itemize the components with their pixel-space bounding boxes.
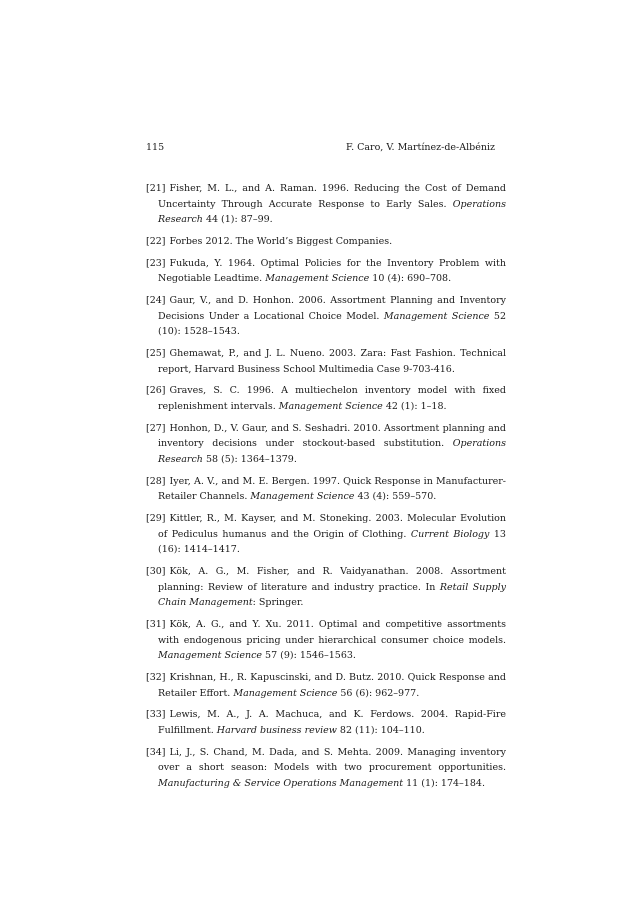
reference-details: 13 (16): 1414–1417. bbox=[158, 528, 506, 556]
reference-item bbox=[146, 421, 506, 468]
reference-item bbox=[146, 670, 506, 701]
reference-text: Kök, A. G., M. Fisher, and R. Vaidyanathan. 2008. Assortment planning: Review of literature and industry practice. In bbox=[158, 566, 506, 593]
reference-number: [21] bbox=[146, 183, 166, 194]
reference-details: 52 (10): 1528–1543. bbox=[158, 310, 506, 338]
reference-number: [25] bbox=[146, 348, 166, 360]
reference-details: 44 (1): 87–99. bbox=[205, 214, 273, 226]
reference-details: 11 (1): 174–184. bbox=[406, 778, 485, 790]
reference-number: [29] bbox=[146, 513, 166, 525]
reference-venue: Management Science bbox=[383, 310, 490, 322]
reference-text: Krishnan, H., R. Kapuscinski, and D. Butz. 2010. Quick Response and Retailer Effort. bbox=[158, 672, 506, 699]
reference-venue: Current Biology bbox=[410, 528, 490, 540]
reference-item bbox=[146, 617, 506, 664]
reference-item bbox=[146, 256, 506, 287]
reference-item bbox=[146, 346, 506, 377]
reference-text: Gaur, V., and D. Honhon. 2006. Assortment Planning and Inventory Decisions Under a Locational Choice Model. bbox=[158, 295, 506, 322]
reference-number: [33] bbox=[146, 709, 166, 721]
reference-text: Kök, A. G., and Y. Xu. 2011. Optimal and competitive assortments with endogenous pricing under hierarchical consumer choice models. bbox=[158, 619, 506, 646]
reference-venue: Manufacturing & Service Operations Management bbox=[158, 778, 404, 790]
reference-item bbox=[146, 234, 506, 250]
reference-number: [24] bbox=[146, 295, 166, 307]
reference-number: [30] bbox=[146, 566, 166, 578]
reference-item bbox=[146, 383, 506, 414]
reference-details: 42 (1): 1–18. bbox=[385, 401, 447, 413]
reference-details: 82 (11): 104–110. bbox=[339, 725, 425, 737]
reference-details: 58 (5): 1364–1379. bbox=[205, 454, 297, 466]
reference-text: Forbes 2012. The World’s Biggest Companies. bbox=[169, 235, 393, 247]
reference-text: Iyer, A. V., and M. E. Bergen. 1997. Quick Response in Manufacturer-Retailer Channels. bbox=[158, 475, 506, 503]
reference-venue: Management Science bbox=[250, 491, 355, 503]
reference-venue: Management Science bbox=[265, 273, 370, 285]
reference-item bbox=[146, 564, 506, 611]
reference-number: [32] bbox=[146, 672, 166, 684]
reference-text: Honhon, D., V. Gaur, and S. Seshadri. 2010. Assortment planning and inventory decisions under stockout-based substitution. bbox=[158, 422, 506, 450]
reference-details: 56 (6): 962–977. bbox=[340, 687, 420, 699]
reference-number: [26] bbox=[146, 385, 166, 397]
reference-item bbox=[146, 474, 506, 505]
page-number: 115 bbox=[146, 142, 165, 153]
reference-venue: Operations Research bbox=[158, 438, 506, 466]
reference-venue: Retail Supply Chain Management bbox=[158, 581, 506, 609]
reference-number: [28] bbox=[146, 475, 166, 487]
reference-item bbox=[146, 511, 506, 558]
reference-venue: Management Science bbox=[278, 401, 383, 413]
reference-number: [34] bbox=[146, 746, 166, 758]
reference-text: Fukuda, Y. 1964. Optimal Policies for the Inventory Problem with Negotiable Leadtime. bbox=[158, 257, 506, 285]
reference-number: [22] bbox=[146, 235, 166, 247]
running-header bbox=[146, 142, 495, 154]
reference-number: [31] bbox=[146, 619, 166, 631]
reference-text: Kittler, R., M. Kayser, and M. Stoneking. 2003. Molecular Evolution of Pediculus humanus and the Origin of Clothing. bbox=[158, 513, 506, 540]
reference-item bbox=[146, 745, 506, 792]
reference-item bbox=[146, 707, 506, 738]
reference-details: 43 (4): 559–570. bbox=[357, 491, 437, 503]
reference-details: : Springer. bbox=[252, 597, 304, 609]
reference-details: 10 (4): 690–708. bbox=[372, 273, 452, 285]
reference-number: [27] bbox=[146, 422, 166, 434]
reference-venue: Management Science bbox=[158, 650, 263, 662]
reference-text: Graves, S. C. 1996. A multiechelon inventory model with fixed replenishment intervals. bbox=[158, 385, 506, 413]
running-title: F. Caro, V. Martínez-de-Albéniz bbox=[345, 142, 495, 153]
reference-text: Lewis, M. A., J. A. Machuca, and K. Ferdows. 2004. Rapid-Fire Fulfillment. bbox=[158, 709, 506, 737]
reference-text: Li, J., S. Chand, M. Dada, and S. Mehta. 2009. Managing inventory over a short season: Models with two procurement opportunities. bbox=[158, 746, 506, 774]
reference-venue: Management Science bbox=[233, 687, 338, 699]
reference-list bbox=[146, 181, 506, 798]
reference-details: 57 (9): 1546–1563. bbox=[265, 650, 356, 662]
reference-venue: Operations Research bbox=[158, 198, 506, 226]
reference-text: Fisher, M. L., and A. Raman. 1996. Reducing the Cost of Demand Uncertainty Through Accurate Response to Early Sales. bbox=[158, 183, 506, 210]
reference-text: Ghemawat, P., and J. L. Nueno. 2003. Zara: Fast Fashion. Technical report, Harvard Business School Multimedia Case 9-703-416. bbox=[158, 348, 506, 375]
reference-venue: Harvard business review bbox=[216, 725, 337, 737]
reference-item bbox=[146, 293, 506, 340]
reference-item bbox=[146, 181, 506, 228]
reference-number: [23] bbox=[146, 257, 166, 269]
